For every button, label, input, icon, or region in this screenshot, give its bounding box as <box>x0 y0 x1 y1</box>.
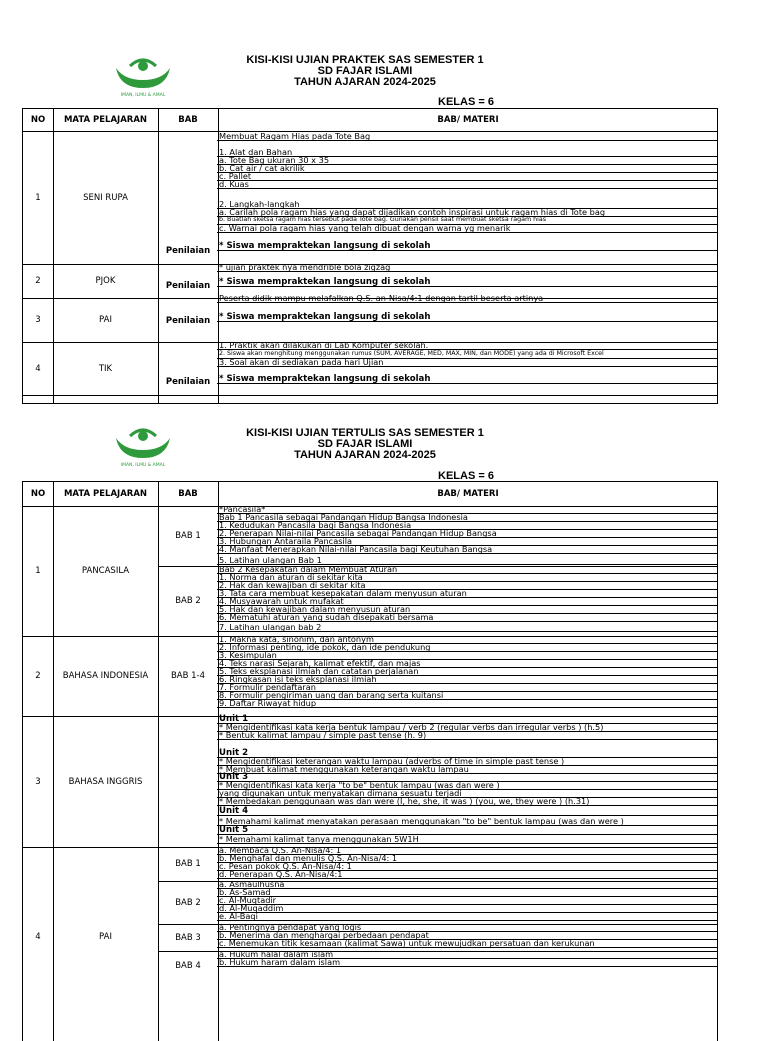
materi-line: 2. Langkah-langkah <box>219 199 300 209</box>
row-subject: PAI <box>99 932 112 942</box>
materi-line: 5. Hak dan kewajiban dalam menyusun aturan <box>219 604 411 614</box>
materi-line: 3. Soal akan di sediakan pada hari Ujian <box>219 357 384 367</box>
col-bab-header: BAB <box>178 115 198 125</box>
materi-line: b. Cat air / cat akrilik <box>219 163 305 173</box>
materi-line: 4. Manfaat Menerapkan Nilai-nilai Pancasila bagi Keutuhan Bangsa <box>219 544 493 554</box>
col-subject-header: MATA PELAJARAN <box>63 115 148 125</box>
practical-title: KISI-KISI UJIAN PRAKTEK SAS SEMESTER 1 SD FAJAR ISLAMI TAHUN AJARAN 2024-2025 <box>246 54 484 88</box>
practical-materi <box>22 108 718 404</box>
svg-text:IMAN, ILMU & AMAL: IMAN, ILMU & AMAL <box>120 463 166 468</box>
materi-line: 3. Hubungan Antaraila Pancasila <box>219 536 353 546</box>
bab-label: BAB 2 <box>175 897 201 908</box>
materi-line: b. As-Samad <box>219 887 271 897</box>
materi-line: * Memahami kalimat tanya menggunakan 5W1H <box>219 834 419 844</box>
materi-line: Unit 1 <box>219 714 249 724</box>
row-no: 1 <box>35 566 41 576</box>
materi-line: c. Warnai pola ragam hias yang telah dibuat dengan warna yg menarik <box>219 223 511 233</box>
materi-line: 7. Latihan ulangan bab 2 <box>219 622 322 632</box>
bab-label: BAB 1-4 <box>170 671 206 681</box>
bab-label: BAB 2 <box>175 596 201 606</box>
materi-line: 6. Mematuhi aturan yang sudah disepakati bersama <box>219 612 434 622</box>
penilaian-label: Penilaian <box>165 376 211 387</box>
materi-line: Unit 5 <box>219 825 249 835</box>
kelas-label: KELAS = 6 <box>438 470 494 482</box>
materi-line: 1. Praktik akan dilakukan di Lab Komputer sekolah. <box>219 340 429 350</box>
materi-line: * Mengidentifikasi kata kerja bentuk lampau / verb 2 (regular verbs dan irregular verbs ) (h.5) <box>219 722 604 732</box>
row-subject: BAHASA INGGRIS <box>68 776 143 787</box>
materi-line: 1. Kedudukan Pancasila bagi Bangsa Indonesia <box>219 520 412 530</box>
materi-line: 5. Teks eksplanasi ilmiah dan catatan perjalanan <box>219 666 419 676</box>
row-no: 2 <box>35 671 41 681</box>
materi-line: Unit 3 <box>219 772 249 782</box>
materi-line: b. Menghafal dan menulis Q.S. An-Nisa/4: 1 <box>219 853 398 863</box>
materi-line: 3. Tata cara membuat kesepakatan dalam menyusun aturan <box>219 588 467 598</box>
row-no: 3 <box>35 776 41 787</box>
bab-label: BAB 3 <box>175 932 201 943</box>
materi-line: 3. Kesimpulan <box>219 650 277 660</box>
penilaian-label: Penilaian <box>165 245 211 256</box>
row-subject: PJOK <box>95 276 116 286</box>
materi-line: 6. Ringkasan isi teks eksplanasi ilmiah <box>219 674 377 684</box>
materi-line: * Bentuk kalimat lampau / simple past tense (h. 9) <box>219 730 427 740</box>
row-subject: PAI <box>99 315 112 325</box>
materi-line: Bab 2 Kesepakatan dalam Membuat Aturan <box>219 564 398 574</box>
svg-text:IMAN, ILMU & AMAL: IMAN, ILMU & AMAL <box>120 93 166 98</box>
col-subject-header: MATA PELAJARAN <box>63 489 148 499</box>
materi-line: 7. Formulir pendaftaran <box>219 682 316 692</box>
materi-line: a. Membaca Q.S. An-Nisa/4: 1 <box>219 845 342 855</box>
materi-line: Membuat Ragam Hias pada Tote Bag <box>219 131 371 141</box>
materi-line: d. Kuas <box>219 179 249 189</box>
materi-line: * Memahami kalimat menyatakan perasaan menggunakan "to be" bentuk lampau (was dan were ) <box>219 816 624 826</box>
materi-line: * ujian praktek nya mendrible bola zigzag <box>219 262 391 272</box>
penilaian-label: Penilaian <box>165 280 211 291</box>
materi-line: d. Al-Muqaddim <box>219 903 284 913</box>
materi-line: a. Hukum halal dalam islam <box>219 949 334 959</box>
col-materi-header: BAB/ MATERI <box>437 489 499 499</box>
materi-line: c. Al-Muqtadir <box>219 895 277 905</box>
materi-line: a. Carilah pola ragam hias yang dapat dijadikan contoh inspirasi untuk ragam hias di Tote bag <box>219 207 606 217</box>
materi-line: * Membuat kalimat menggunakan keterangan waktu lampau <box>219 764 469 774</box>
materi-line: * Siswa mempraktekan langsung di sekolah <box>219 241 431 251</box>
materi-line: 1. Alat dan Bahan <box>219 147 293 157</box>
bab-label: BAB 1 <box>175 531 201 541</box>
materi-line: c. Pallet <box>219 171 252 181</box>
row-subject: SENI RUPA <box>83 192 128 203</box>
materi-line: 2. Hak dan kewajiban di sekitar kita <box>219 580 366 590</box>
materi-line: * Mengidentifikasi keterangan waktu lampau (adverbs of time in simple past tense ) <box>219 756 565 766</box>
materi-line: 4. Musyawarah untuk mufakat <box>219 596 344 606</box>
col-bab-header: BAB <box>178 489 198 499</box>
materi-line: a. Asmaulhusna <box>219 879 285 889</box>
row-subject: TIK <box>98 363 113 374</box>
materi-line: * Siswa mempraktekan langsung di sekolah <box>219 374 431 384</box>
materi-line: 1. Makna kata, sinonim, dan antonym <box>219 634 374 644</box>
row-no: 3 <box>35 315 41 325</box>
materi-line: c. Menemukan titik kesamaan (kalimat Sawa) untuk mewujudkan persatuan dan kerukunan <box>219 938 595 948</box>
row-no: 4 <box>35 932 41 942</box>
penilaian-label: Penilaian <box>165 315 211 326</box>
materi-line: 9. Daftar Riwayat hidup <box>219 698 317 708</box>
materi-line: b. Hukum haram dalam islam <box>219 957 341 967</box>
bab-label: BAB 1 <box>175 859 201 869</box>
materi-line: 1. Norma dan aturan di sekitar kita <box>219 572 363 582</box>
written-title: KISI-KISI UJIAN TERTULIS SAS SEMESTER 1 SD FAJAR ISLAMI TAHUN AJARAN 2024-2025 <box>246 427 484 461</box>
materi-line: yang digunakan untuk menyatakan dimana sesuatu terjadi <box>219 788 462 798</box>
materi-line: 4. Teks narasi Sejarah, kalimat efektif, dan majas <box>219 658 421 668</box>
materi-line: * Mengidentifikasi kata kerja "to be" bentuk lampau (was dan were ) <box>219 780 500 790</box>
materi-line: c. Pesan pokok Q.S. An-Nisa/4: 1 <box>219 861 352 871</box>
materi-line: b. Buatlah sketsa ragam hias tersebut pada Tote bag. Gunakan pensil saat membuat sketsa ragam hias <box>219 216 547 223</box>
materi-line: 5. Latihan ulangan Bab 1 <box>219 555 322 565</box>
materi-line: * Siswa mempraktekan langsung di sekolah <box>219 312 431 322</box>
materi-line: Peserta didik mampu melafalkan Q.S. an-Nisa/4:1 dengan tartil beserta artinya <box>219 293 544 303</box>
materi-line: * Siswa mempraktekan langsung di sekolah <box>219 277 431 287</box>
materi-line: Unit 2 <box>219 748 249 758</box>
materi-line: Unit 4 <box>219 806 249 816</box>
materi-line: 2. Informasi penting, ide pokok, dan ide pendukung <box>219 642 431 652</box>
bab-label: BAB 4 <box>175 961 201 971</box>
materi-line: d. Penerapan Q.S. An-Nisa/4:1 <box>219 869 343 879</box>
kelas-label: KELAS = 6 <box>438 96 494 108</box>
materi-line: *Pancasila* <box>219 504 266 514</box>
col-no-header: NO <box>30 489 46 499</box>
row-subject: PANCASILA <box>81 566 130 576</box>
row-no: 2 <box>35 276 41 286</box>
row-subject: BAHASA INDONESIA <box>62 671 149 681</box>
materi-line: 2. Siswa akan menghitung menggunakan rumus (SUM, AVERAGE, MED, MAX, MIN, dan MODE) yang ada di Microsoft Excel <box>219 350 604 357</box>
materi-line: b. Menerima dan menghargai perbedaan pendapat <box>219 930 429 940</box>
materi-line: e. Al-Baqi <box>219 911 258 921</box>
col-no-header: NO <box>30 115 46 125</box>
materi-line: 8. Formulir pengiriman uang dan barang serta kuitansi <box>219 690 444 700</box>
materi-line: * Membedakan penggunaan was dan were (I, he, she, it was ) (you, we, they were ) (h.31) <box>219 796 590 806</box>
written-materi <box>22 481 718 1024</box>
col-materi-header: BAB/ MATERI <box>437 115 499 125</box>
materi-line: 2. Penerapan Nilai-nilai Pancasila sebagai Pandangan Hidup Bangsa <box>219 528 497 538</box>
materi-line: a. Tote Bag ukuran 30 x 35 <box>219 155 330 165</box>
materi-line: Bab 1 Pancasila sebagai Pandangan Hidup Bangsa Indonesia <box>219 512 468 522</box>
row-no: 4 <box>35 363 41 374</box>
materi-line: a. Pentingnya pendapat yang logis <box>219 922 362 932</box>
row-no: 1 <box>35 192 41 203</box>
